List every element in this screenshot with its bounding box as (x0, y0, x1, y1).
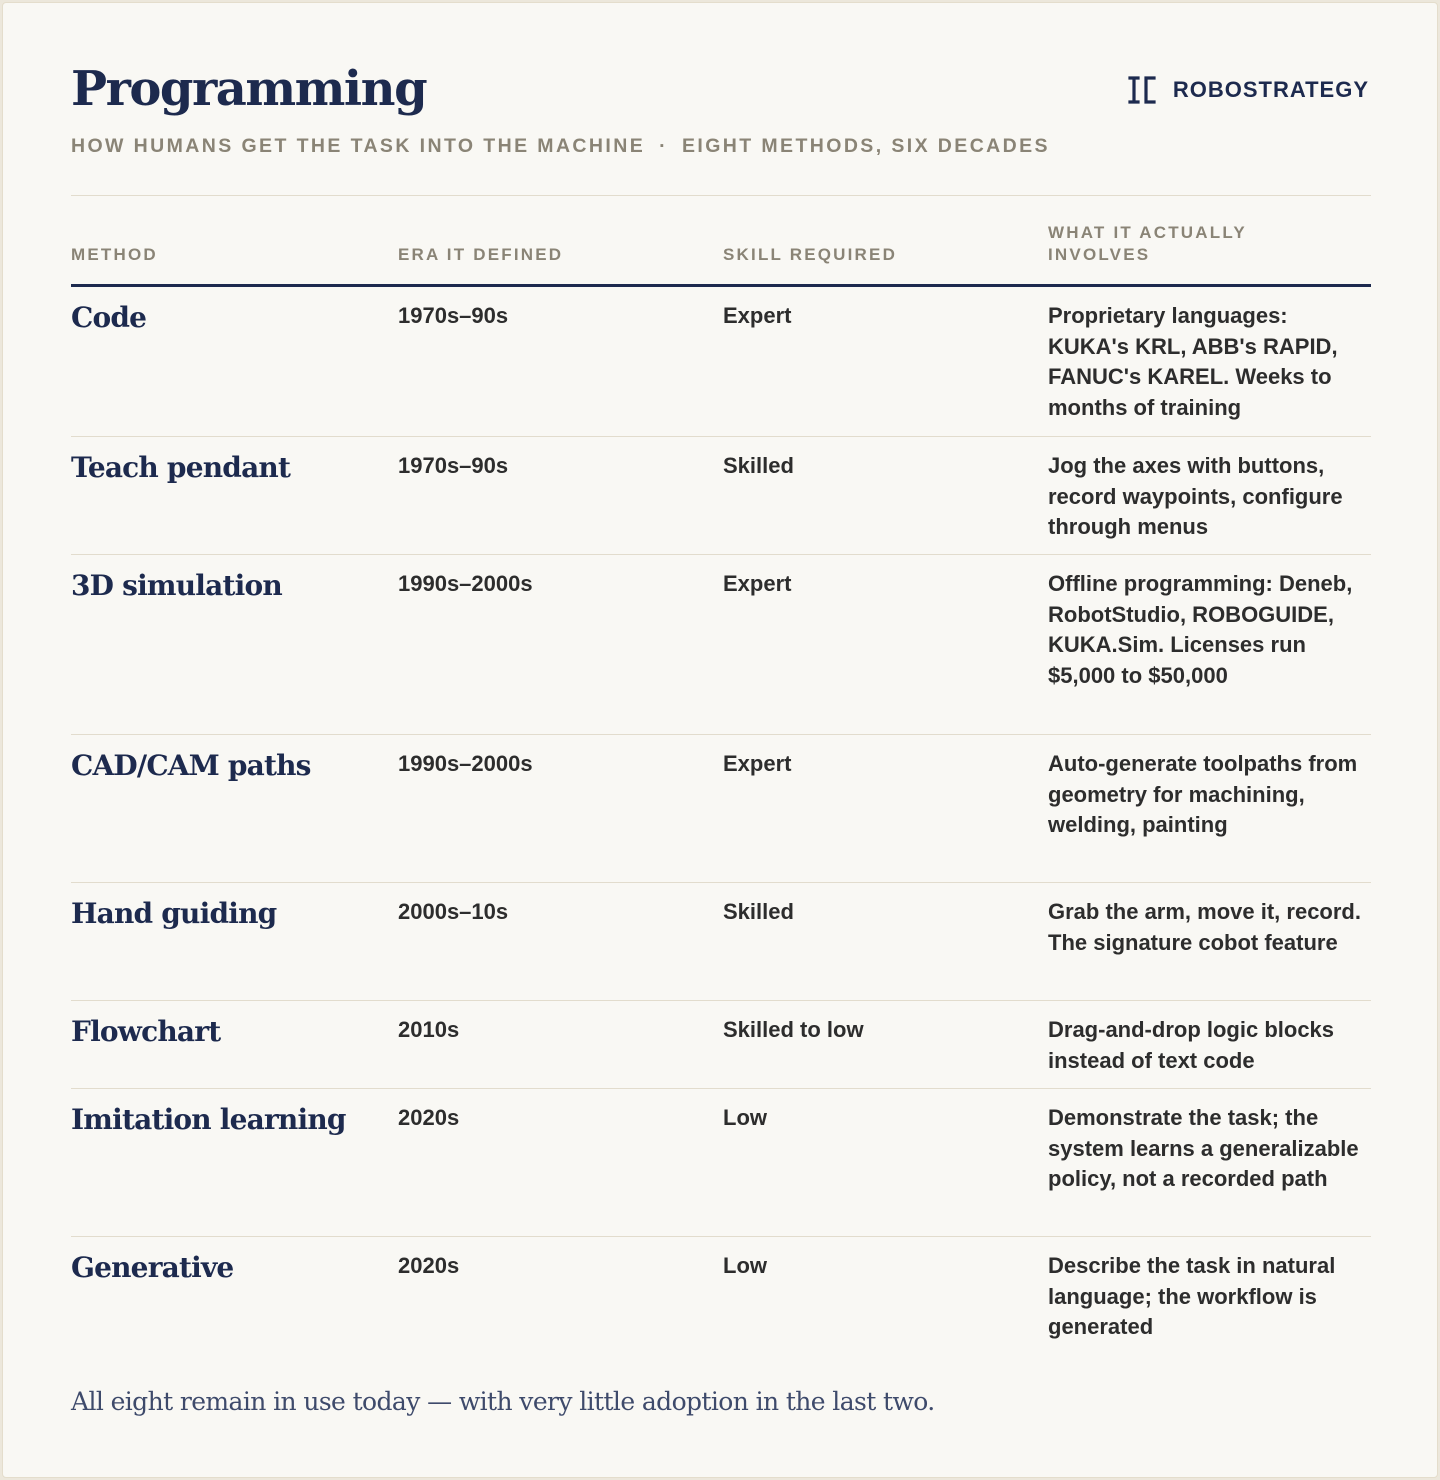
involves-text: Jog the axes with buttons, record waypoints, configure through menus (1048, 453, 1343, 539)
column-header-era: ERA IT DEFINED (398, 245, 564, 264)
table-header (71, 225, 1371, 287)
skill-value: Skilled to low (723, 1017, 864, 1042)
table-row (71, 735, 1371, 883)
era-value: 2000s–10s (398, 899, 509, 924)
skill-value: Skilled (723, 899, 794, 924)
infographic-card (2, 2, 1438, 1478)
era-value: 2020s (398, 1105, 460, 1130)
bracket-logo-icon (1127, 75, 1157, 105)
column-header-method: METHOD (71, 245, 158, 264)
era-value: 1970s–90s (398, 303, 509, 328)
method-name: Code (71, 301, 147, 334)
subtitle-left: HOW HUMANS GET THE TASK INTO THE MACHINE (71, 135, 646, 157)
skill-value: Low (723, 1105, 767, 1130)
skill-value: Low (723, 1253, 767, 1278)
method-name: Hand guiding (71, 897, 277, 930)
table-row (71, 1089, 1371, 1237)
skill-value: Expert (723, 303, 792, 328)
era-value: 1970s–90s (398, 453, 509, 478)
involves-text: Auto-generate toolpaths from geometry for machining, welding, painting (1048, 751, 1358, 837)
method-name: Generative (71, 1251, 234, 1284)
method-name: CAD/CAM paths (71, 749, 311, 782)
involves-text: Describe the task in natural language; the workflow is generated (1048, 1253, 1336, 1339)
involves-text: Proprietary languages: KUKA's KRL, ABB's RAPID, FANUC's KAREL. Weeks to months of training (1048, 303, 1338, 420)
table-row (71, 437, 1371, 555)
era-value: 2010s (398, 1017, 460, 1042)
brand-name: ROBOSTRATEGY (1172, 77, 1369, 102)
page-title: Programming (71, 61, 427, 117)
brand-logo (1127, 75, 1369, 105)
era-value: 2020s (398, 1253, 460, 1278)
column-header-skill: SKILL REQUIRED (723, 245, 898, 264)
header-divider (71, 195, 1371, 196)
method-name: Imitation learning (71, 1103, 346, 1136)
table-row (71, 287, 1371, 437)
skill-value: Skilled (723, 453, 794, 478)
method-name: Teach pendant (71, 451, 291, 484)
table-row (71, 883, 1371, 1001)
method-name: Flowchart (71, 1015, 221, 1048)
column-header-involves: WHAT IT ACTUALLY INVOLVES (1048, 223, 1247, 264)
footer-note: All eight remain in use today — with very little adoption in the last two. (71, 1387, 935, 1416)
method-name: 3D simulation (71, 569, 282, 602)
era-value: 1990s–2000s (398, 751, 533, 776)
era-value: 1990s–2000s (398, 571, 533, 596)
page-subtitle (71, 135, 1050, 158)
involves-text: Drag-and-drop logic blocks instead of text code (1048, 1017, 1335, 1073)
subtitle-right: EIGHT METHODS, SIX DECADES (682, 135, 1050, 157)
subtitle-separator: · (659, 135, 669, 157)
involves-text: Demonstrate the task; the system learns a generalizable policy, not a recorded path (1048, 1105, 1359, 1191)
skill-value: Expert (723, 571, 792, 596)
table-row (71, 1001, 1371, 1089)
involves-text: Grab the arm, move it, record. The signature cobot feature (1048, 899, 1361, 955)
table-row (71, 555, 1371, 735)
skill-value: Expert (723, 751, 792, 776)
table-row (71, 1237, 1371, 1355)
involves-text: Offline programming: Deneb, RobotStudio, ROBOGUIDE, KUKA.Sim. Licenses run $5,000 to $50,000 (1048, 571, 1353, 688)
